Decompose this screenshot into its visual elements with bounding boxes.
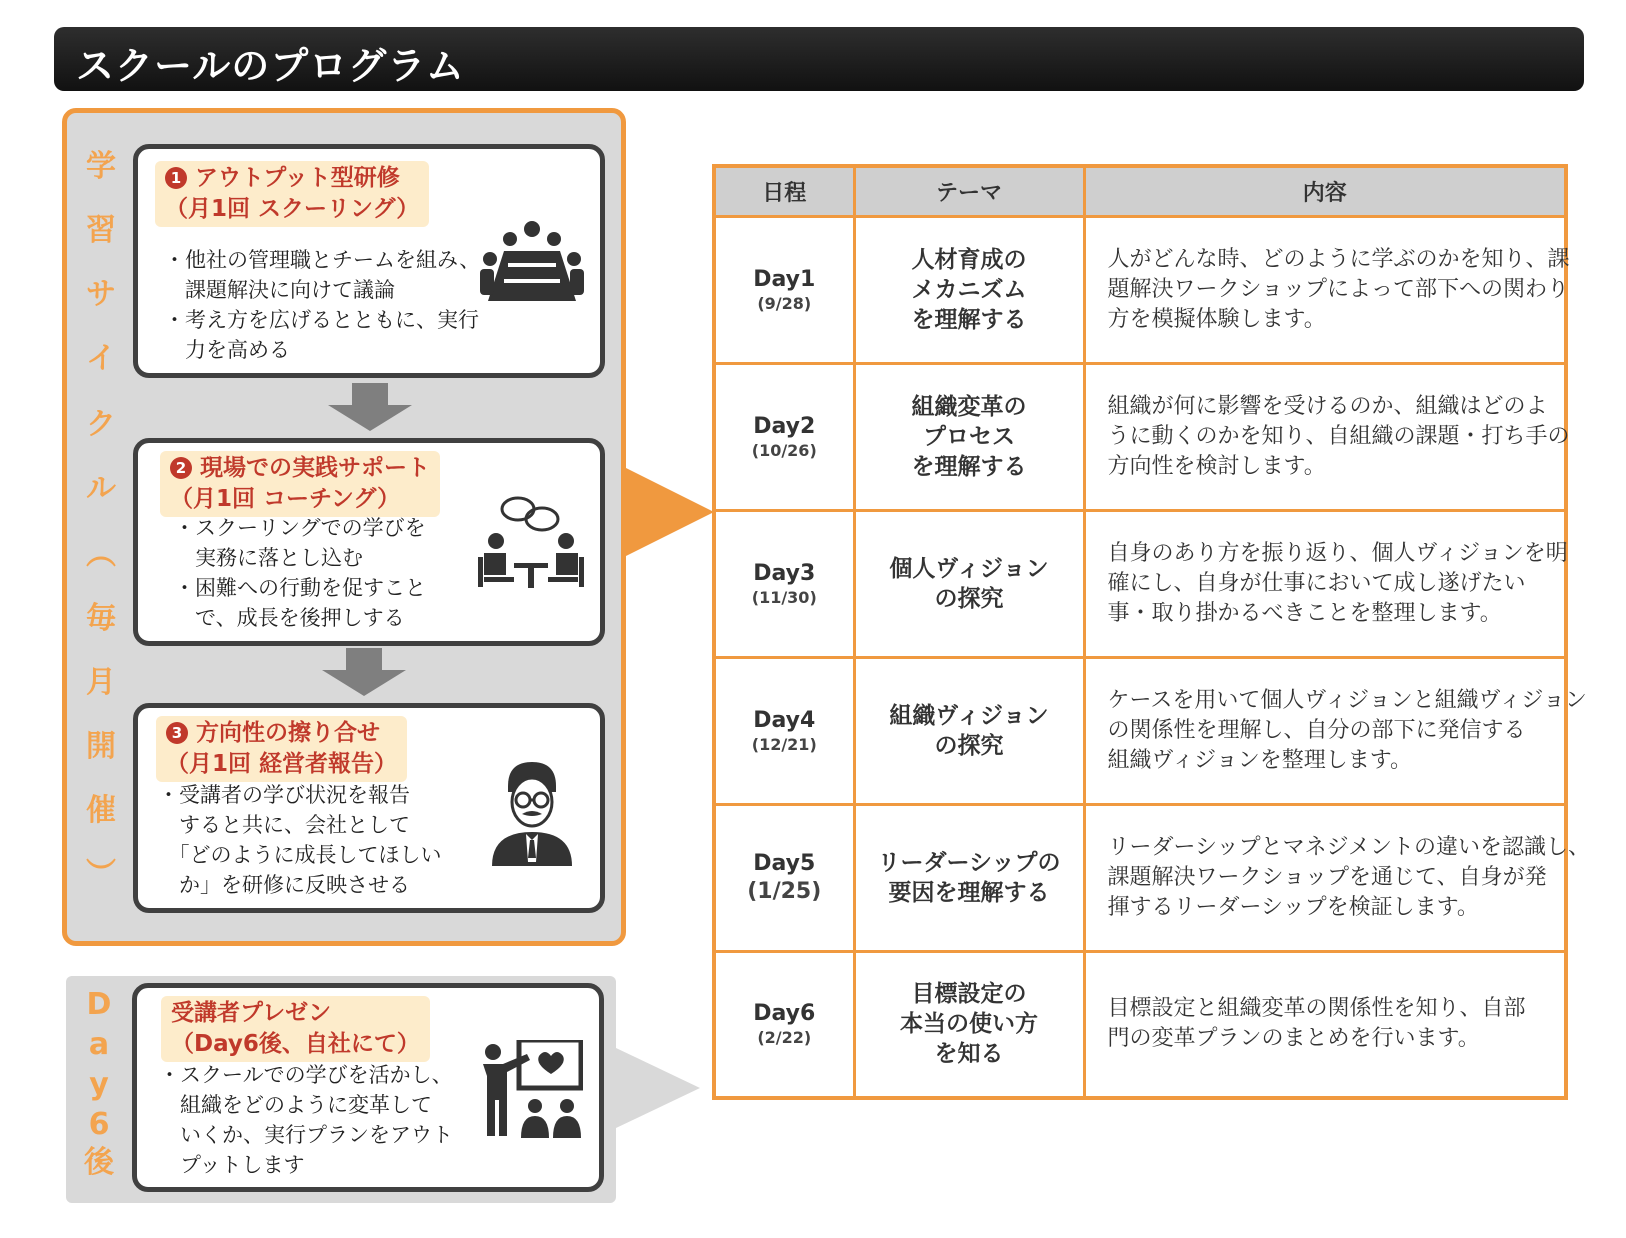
day6-label-char: y (89, 1067, 109, 1102)
theme-line: プロセス (923, 423, 1015, 450)
theme-line: の探究 (934, 732, 1004, 759)
presentation-card (132, 983, 604, 1192)
theme-line: を知る (934, 1041, 1004, 1068)
step-title: 方向性の擦り合せ (196, 720, 380, 746)
content-cell (1084, 951, 1564, 1096)
theme-line: 個人ヴィジョン (889, 555, 1049, 582)
presentation-card-heading (161, 996, 430, 1062)
executive-person-icon (490, 758, 574, 866)
day-date: (1/25) (747, 878, 822, 904)
content-line: 門の変革プランのまとめを行います。 (1107, 1026, 1480, 1052)
content-line: 事・取り掛かるべきことを整理します。 (1107, 600, 1502, 626)
step-card-1-body: ・他社の管理職とチームを組み、 課題解決に向けて議論 ・考え方を広げるとともに、実行 力を高める (164, 248, 481, 362)
content-line: 確にし、自身が仕事において成し遂げたい (1107, 570, 1526, 596)
step-number-badge: 1 (165, 167, 187, 189)
table-row (716, 804, 1564, 951)
down-arrow-2 (322, 648, 406, 696)
table-row (716, 363, 1564, 510)
cycle-label-char: 習 (86, 213, 116, 248)
content-line: 組織が何に影響を受けるのか、組織はどのよ (1107, 393, 1548, 419)
day-cell (716, 363, 854, 510)
content-line: 目標設定と組織変革の関係性を知り、自部 (1107, 996, 1526, 1022)
day6-label-char: 6 (88, 1107, 110, 1142)
theme-cell (854, 804, 1084, 951)
theme-line: の探究 (934, 585, 1004, 612)
day-cell (716, 216, 854, 363)
header-theme: テーマ (854, 168, 1084, 216)
content-cell (1084, 510, 1568, 657)
day-date: (12/21) (751, 734, 817, 754)
schedule-table (712, 164, 1590, 1100)
day-date: (9/28) (757, 293, 812, 313)
day-date: (2/22) (757, 1028, 812, 1048)
title-bar (54, 27, 1584, 91)
cycle-label-char: 開 (86, 729, 116, 764)
theme-line: リーダーシップの (877, 849, 1061, 876)
coaching-conversation-icon (478, 495, 584, 595)
content-cell (1084, 657, 1587, 804)
header-schedule: 日程 (716, 168, 854, 216)
theme-line: 組織変革の (911, 393, 1027, 420)
step-subtitle: （月1回 スクーリング） (165, 196, 420, 222)
day-name: Day4 (753, 707, 816, 733)
theme-cell (854, 363, 1084, 510)
meeting-table-icon (478, 219, 586, 309)
cycle-label-char: ル (86, 471, 116, 506)
day-cell (716, 951, 854, 1096)
theme-cell (854, 510, 1084, 657)
day-name: Day6 (753, 1001, 816, 1027)
table-row (716, 510, 1564, 657)
cycle-label-char: 毎 (86, 601, 116, 636)
step-card-2-body: ・スクーリングでの学びを 実務に落とし込む ・困難への行動を促すこと で、成長を後押しする (174, 516, 426, 630)
content-cell (1084, 804, 1590, 951)
table-row (716, 951, 1564, 1096)
day6-label-char: a (88, 1027, 110, 1062)
day-name: Day1 (753, 266, 816, 292)
day-cell (716, 510, 854, 657)
theme-line: 本当の使い方 (900, 1011, 1038, 1038)
theme-cell (854, 216, 1084, 363)
cycle-to-table-pointer (626, 468, 714, 556)
cycle-label-char: サ (86, 277, 116, 312)
header-content: 内容 (1084, 168, 1564, 216)
table-header-row (716, 168, 1564, 216)
step-card-2 (133, 438, 605, 646)
day-name: Day3 (753, 560, 816, 586)
content-line: 組織ヴィジョンを整理します。 (1107, 747, 1412, 773)
table-row (716, 216, 1564, 363)
content-line: の関係性を理解し、自分の部下に発信する (1107, 717, 1526, 743)
cycle-label-char: イ (86, 341, 116, 376)
step-subtitle: （月1回 経営者報告） (166, 751, 398, 777)
page-title: スクールのプログラム (76, 44, 465, 88)
cycle-label-char: ︵ (86, 537, 116, 572)
step-title: アウトプット型研修 (195, 165, 400, 191)
theme-line: 組織ヴィジョン (889, 702, 1049, 729)
theme-line: 要因を理解する (888, 879, 1050, 906)
step-subtitle: （月1回 コーチング） (170, 486, 401, 512)
day-cell (716, 804, 854, 951)
table-row (716, 657, 1564, 804)
step-title: 現場での実践サポート (200, 455, 430, 481)
day6-label-char: D (86, 987, 112, 1022)
cycle-label-char: ︶ (86, 857, 116, 892)
day-date: (10/26) (751, 440, 817, 460)
content-line: ケースを用いて個人ヴィジョンと組織ヴィジョン (1107, 687, 1587, 713)
cycle-label-char: 月 (86, 665, 116, 700)
step-card-1 (133, 144, 605, 378)
down-arrow-1 (328, 383, 412, 431)
content-line: 方を模擬体験します。 (1107, 306, 1326, 332)
cycle-label-char: 催 (86, 793, 116, 828)
theme-line: メカニズム (911, 276, 1027, 303)
theme-line: を理解する (911, 306, 1027, 333)
content-line: うに動くのかを知り、自組織の課題・打ち手の (1107, 423, 1570, 449)
day-name: Day2 (753, 413, 816, 439)
day-name: Day5 (753, 850, 816, 876)
step-card-3-body: ・受講者の学び状況を報告 すると共に、会社として 「どのように成長してほしい か」を研修に反映させる (158, 783, 442, 897)
day6-label-char: 後 (84, 1145, 114, 1180)
step-number-badge: 3 (166, 722, 188, 744)
presentation-card-body: ・スクールでの学びを活かし、 組織をどのように変革して いくか、実行プランをアウト プットします (159, 1063, 453, 1177)
content-cell (1084, 363, 1570, 510)
presentation-pointer (616, 1048, 700, 1128)
step-card-2-heading (160, 451, 440, 517)
content-line: リーダーシップとマネジメントの違いを認識し、 (1107, 834, 1590, 860)
theme-cell (854, 951, 1084, 1096)
cycle-label-char: ク (86, 407, 116, 442)
content-line: 課題解決ワークショップを通じて、自身が発 (1107, 864, 1547, 890)
step-card-1-heading (155, 161, 429, 227)
content-line: 人がどんな時、どのように学ぶのかを知り、課 (1107, 246, 1570, 272)
step-card-3-heading (156, 716, 407, 782)
step-number-badge: 2 (170, 457, 192, 479)
day-date: (11/30) (751, 587, 817, 607)
content-cell (1084, 216, 1570, 363)
content-line: 方向性を検討します。 (1107, 453, 1326, 479)
content-line: 題解決ワークショップによって部下への関わり (1107, 276, 1570, 302)
theme-line: 目標設定の (911, 981, 1027, 1008)
content-line: 自身のあり方を振り返り、個人ヴィジョンを明 (1107, 540, 1568, 566)
presentation-subtitle: （Day6後、自社にて） (171, 1031, 420, 1057)
step-card-3 (133, 703, 605, 913)
day-cell (716, 657, 854, 804)
presentation-title: 受講者プレゼン (171, 1000, 332, 1026)
content-line: 揮するリーダーシップを検証します。 (1107, 894, 1479, 920)
theme-line: を理解する (911, 453, 1027, 480)
presenter-board-icon (479, 1040, 583, 1140)
theme-cell (854, 657, 1084, 804)
cycle-label-char: 学 (86, 149, 116, 184)
theme-line: 人材育成の (911, 246, 1027, 273)
